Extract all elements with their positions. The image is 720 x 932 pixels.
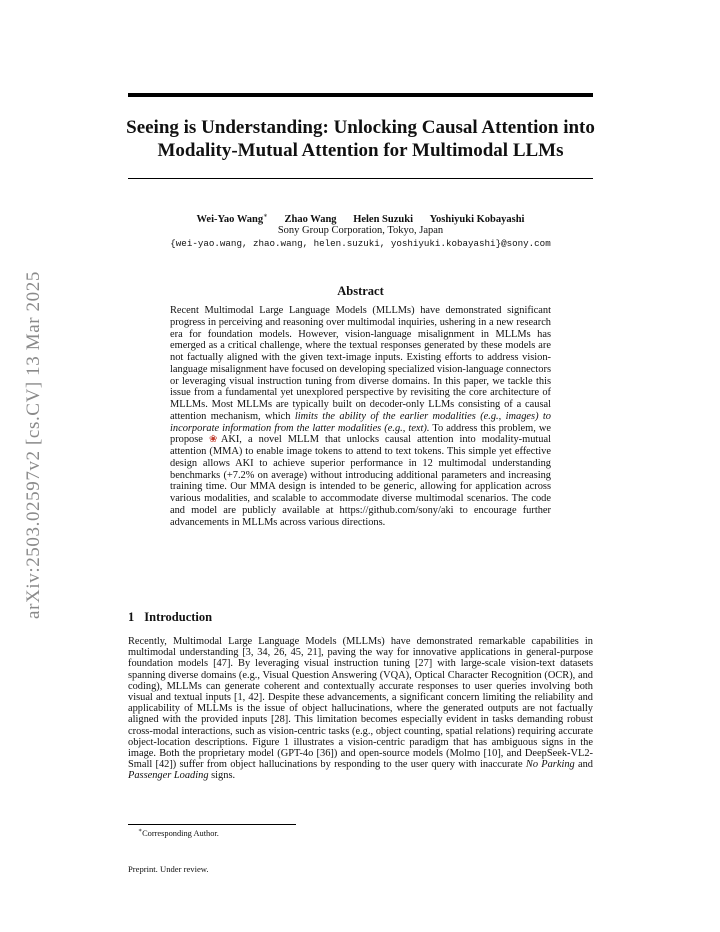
maple-leaf-icon: ❀ <box>208 434 221 446</box>
abstract-italic-phrase: limits the ability of the earlier modalities (e.g., images) to incorporate information from the latter modalities (e.g., text). <box>170 410 552 434</box>
introduction-paragraph: Recently, Multimodal Large Language Models (MLLMs) have demonstrated remarkable capabilities in multimodal understanding [3, 34, 26, 45, 21], paving the way for innovative applications in general-purpose foundation models [47]. By leveraging visual instruction tuning [27] with large-scale vision-text datasets spanning diverse domains (e.g., Visual Question Answering (VQA), Optical Character Recognition (OCR), and coding), MLLMs can generate coherent and contextually accurate responses to user queries involving both visual and textual inputs [1, 42]. Despite these advancements, a significant concern limiting the reliability and applicability of MLLMs is the issue of object hallucinations, where the generated outputs are not factually aligned with the provided inputs [28]. This limitation becomes especially evident in tasks demanding robust cross-modal interactions, such as vision-centric tasks (e.g., object counting, spatial relations) requiring accurate object-location descriptions. Figure 1 illustrates a vision-centric paradigm that has ambiguous signs in the image. Both the proprietary model (GPT-4o [36]) and open-source models (Molmo [10], and DeepSeek-VL2-Small [42]) suffer from object hallucinations by responding to the user query with inaccurate No Parking and Passenger Loading signs. <box>128 636 594 782</box>
title-bottom-rule <box>128 178 593 179</box>
author-list <box>128 211 593 225</box>
title-top-rule <box>128 93 593 97</box>
paper-title: Seeing is Understanding: Unlocking Causal Attention into Modality-Mutual Attention for Multimodal LLMs <box>126 117 595 161</box>
arxiv-identifier: arXiv:2503.02597v2 [cs.CV] 13 Mar 2025 <box>23 271 44 619</box>
footnote-mark: ∗ <box>138 828 143 834</box>
author-2: Zhao Wang <box>284 213 337 225</box>
affiliation: Sony Group Corporation, Tokyo, Japan <box>277 225 444 236</box>
author-emails: {wei-yao.wang, zhao.wang, helen.suzuki, yoshiyuki.kobayashi}@sony.com <box>170 238 551 249</box>
arxiv-stamp <box>20 245 48 645</box>
passenger-loading-phrase: Passenger Loading <box>128 770 209 782</box>
section-title: Introduction <box>144 610 213 624</box>
section-heading-introduction <box>128 610 212 625</box>
author-1: Wei-Yao Wang∗ <box>196 211 268 225</box>
author-3: Helen Suzuki <box>353 213 413 225</box>
section-number: 1 <box>128 610 135 624</box>
preprint-note: Preprint. Under review. <box>128 864 209 874</box>
abstract-heading: Abstract <box>337 284 384 298</box>
footnote-rule <box>128 824 296 825</box>
no-parking-phrase: No Parking <box>525 759 575 771</box>
corresponding-mark: ∗ <box>263 211 268 219</box>
footnote-text: Corresponding Author. <box>142 828 219 838</box>
footnote <box>138 827 219 838</box>
abstract-body: Recent Multimodal Large Language Models (MLLMs) have demonstrated significant progress in perceiving and reasoning over multimodal inquiries, ushering in a new research era for foundation models. However, vision-language misalignment in MLLMs has emerged as a critical challenge, where the textual responses generated by these models are not factually aligned with the given text-image inputs. Existing efforts to address vision-language misalignment have focused on developing specialized vision-language connectors or leveraging visual instruction tuning from diverse domains. In this paper, we tackle this issue from a fundamental yet unexplored perspective by revisiting the core architecture of MLLMs. Most MLLMs are typically built on decoder-only LLMs consisting of a causal attention mechanism, which limits the ability of the earlier modalities (e.g., images) to incorporate information from the latter modalities (e.g., text). To address this problem, we propose ❀AKI, a novel MLLM that unlocks causal attention into modality-mutual attention (MMA) to enable image tokens to attend to text tokens. This simple yet effective design allows AKI to achieve superior performance in 12 multimodal understanding benchmarks (+7.2% on average) without introducing additional parameters and increasing training time. Our MMA design is intended to be generic, allowing for application across various modalities, and scalable to accommodate diverse multimodal scenarios. The code and model are publicly available at https://github.com/sony/aki to encourage further advancements in MLLMs across various directions. <box>170 305 552 528</box>
author-4: Yoshiyuki Kobayashi <box>429 213 525 225</box>
